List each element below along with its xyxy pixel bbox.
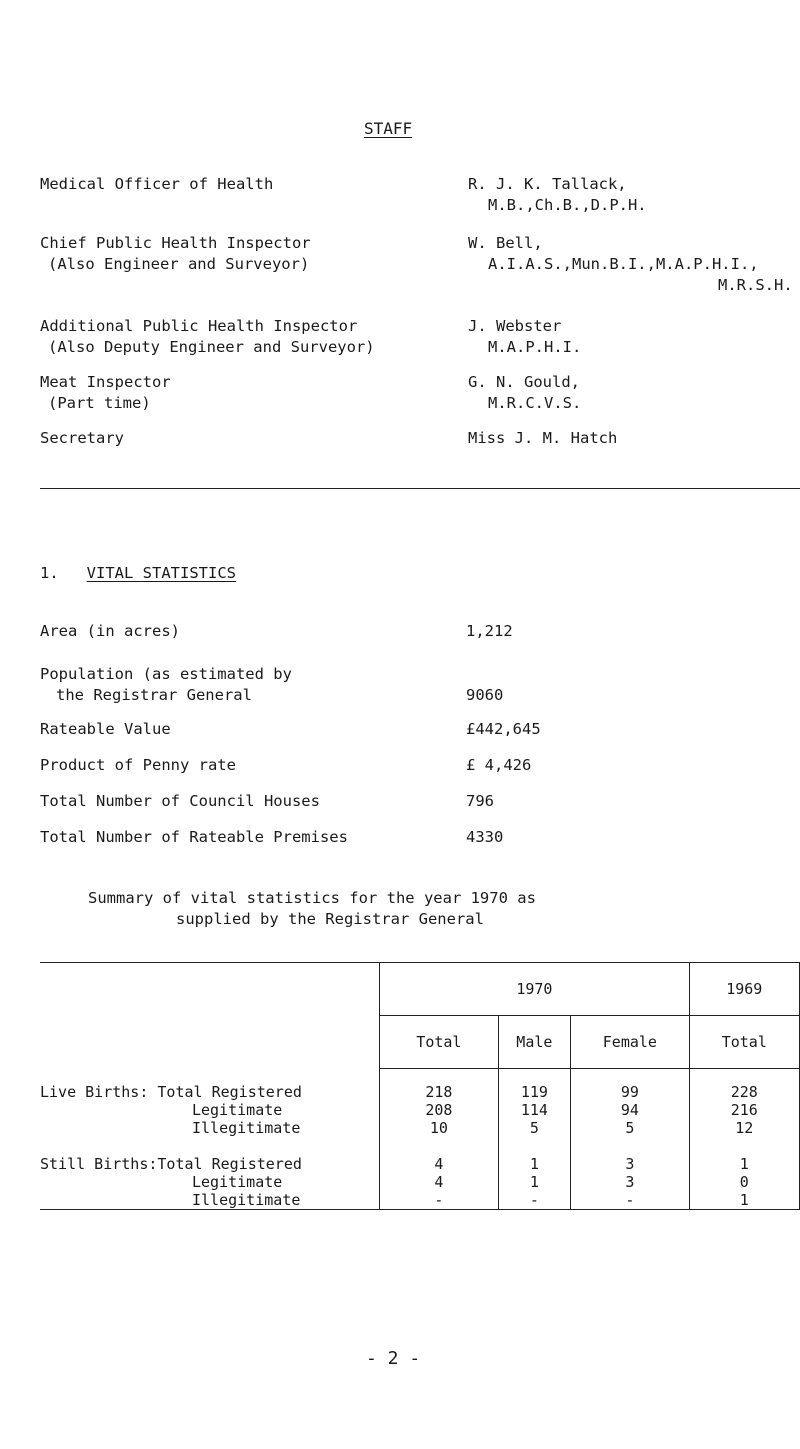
col-header-male: Male: [498, 1016, 571, 1069]
stat-label: Population (as estimated by: [40, 665, 292, 683]
page-number: - 2 -: [366, 1348, 421, 1369]
cell-male: -: [498, 1191, 571, 1210]
staff-role-sub: (Part time): [48, 394, 151, 412]
staff-role: Secretary: [40, 429, 124, 447]
table-corner: [40, 963, 380, 1069]
row-label: Illegitimate: [192, 1118, 301, 1137]
table-row: [40, 1155, 800, 1173]
summary-line-1: Summary of vital statistics for the year 1970 as: [88, 889, 536, 907]
cell-prev: 12: [689, 1119, 799, 1137]
staff-role: Medical Officer of Health: [40, 175, 274, 193]
stat-label: Product of Penny rate: [40, 756, 236, 774]
cell-female: 5: [571, 1119, 689, 1137]
cell-male: 5: [498, 1119, 571, 1137]
table-row: [40, 1101, 800, 1119]
staff-role-sub: (Also Deputy Engineer and Surveyor): [48, 338, 375, 356]
col-header-female: Female: [571, 1016, 689, 1069]
live-births-heading: Live Births:: [40, 1082, 149, 1101]
cell-male: 114: [498, 1101, 571, 1119]
cell-total: 218: [380, 1083, 498, 1101]
stat-value: £ 4,426: [466, 756, 532, 774]
cell-female: -: [571, 1191, 689, 1210]
cell-male: 119: [498, 1083, 571, 1101]
cell-prev: 216: [689, 1101, 799, 1119]
table-row: [40, 1083, 800, 1101]
stat-value: 1,212: [466, 622, 513, 640]
col-header-total-prev: Total: [689, 1016, 799, 1069]
stat-label: Area (in acres): [40, 622, 180, 640]
cell-female: 3: [571, 1173, 689, 1191]
year-previous-header: 1969: [689, 963, 799, 1016]
row-label: Total Registered: [157, 1082, 302, 1101]
staff-qualifications: M.R.C.V.S.: [488, 394, 582, 412]
cell-female: 94: [571, 1101, 689, 1119]
cell-prev: 0: [689, 1173, 799, 1191]
cell-total: 4: [380, 1173, 498, 1191]
cell-total: -: [380, 1191, 498, 1210]
stat-value: £442,645: [466, 720, 541, 738]
cell-total: 10: [380, 1119, 498, 1137]
cell-male: 1: [498, 1155, 571, 1173]
row-label: Legitimate: [192, 1172, 283, 1191]
table-row: [40, 1191, 800, 1210]
stat-value: 4330: [466, 828, 504, 846]
year-current-header: 1970: [380, 963, 689, 1016]
page-title: STAFF: [364, 119, 413, 138]
cell-female: 99: [571, 1083, 689, 1101]
row-label: Illegitimate: [192, 1190, 301, 1209]
cell-prev: 228: [689, 1083, 799, 1101]
section-heading: [40, 563, 236, 584]
cell-prev: 1: [689, 1155, 799, 1173]
staff-name: G. N. Gould,: [468, 373, 580, 391]
table-row: [40, 1119, 800, 1137]
staff-role-sub: (Also Engineer and Surveyor): [48, 255, 310, 273]
cell-total: 4: [380, 1155, 498, 1173]
staff-name: R. J. K. Tallack,: [468, 175, 627, 193]
staff-name: Miss J. M. Hatch: [468, 429, 618, 447]
col-header-total: Total: [380, 1016, 498, 1069]
section-title: VITAL STATISTICS: [86, 564, 236, 582]
cell-total: 208: [380, 1101, 498, 1119]
stat-value: 796: [466, 792, 494, 810]
staff-qualifications: M.A.P.H.I.: [488, 338, 582, 356]
staff-role: Chief Public Health Inspector: [40, 234, 311, 252]
cell-female: 3: [571, 1155, 689, 1173]
stat-value: 9060: [466, 686, 504, 704]
staff-qualifications: M.B.,Ch.B.,D.P.H.: [488, 196, 647, 214]
summary-line-2: supplied by the Registrar General: [176, 910, 484, 928]
section-number: 1.: [40, 564, 59, 582]
cell-prev: 1: [689, 1191, 799, 1210]
staff-name: W. Bell,: [468, 234, 543, 252]
cell-male: 1: [498, 1173, 571, 1191]
row-label: Legitimate: [192, 1100, 283, 1119]
still-births-heading: Still Births:: [40, 1154, 158, 1173]
row-label: Total Registered: [157, 1154, 302, 1173]
staff-qualifications-2: M.R.S.H.: [718, 276, 793, 294]
section-divider: [40, 488, 800, 489]
staff-qualifications: A.I.A.S.,Mun.B.I.,M.A.P.H.I.,: [488, 255, 759, 273]
stat-label: Total Number of Council Houses: [40, 792, 320, 810]
stat-label: Total Number of Rateable Premises: [40, 828, 348, 846]
staff-name: J. Webster: [468, 317, 562, 335]
staff-role: Meat Inspector: [40, 373, 171, 391]
stat-label-2: the Registrar General: [56, 686, 252, 704]
stat-label: Rateable Value: [40, 720, 171, 738]
vital-statistics-table: [40, 962, 800, 1210]
table-row: [40, 1173, 800, 1191]
staff-role: Additional Public Health Inspector: [40, 317, 358, 335]
